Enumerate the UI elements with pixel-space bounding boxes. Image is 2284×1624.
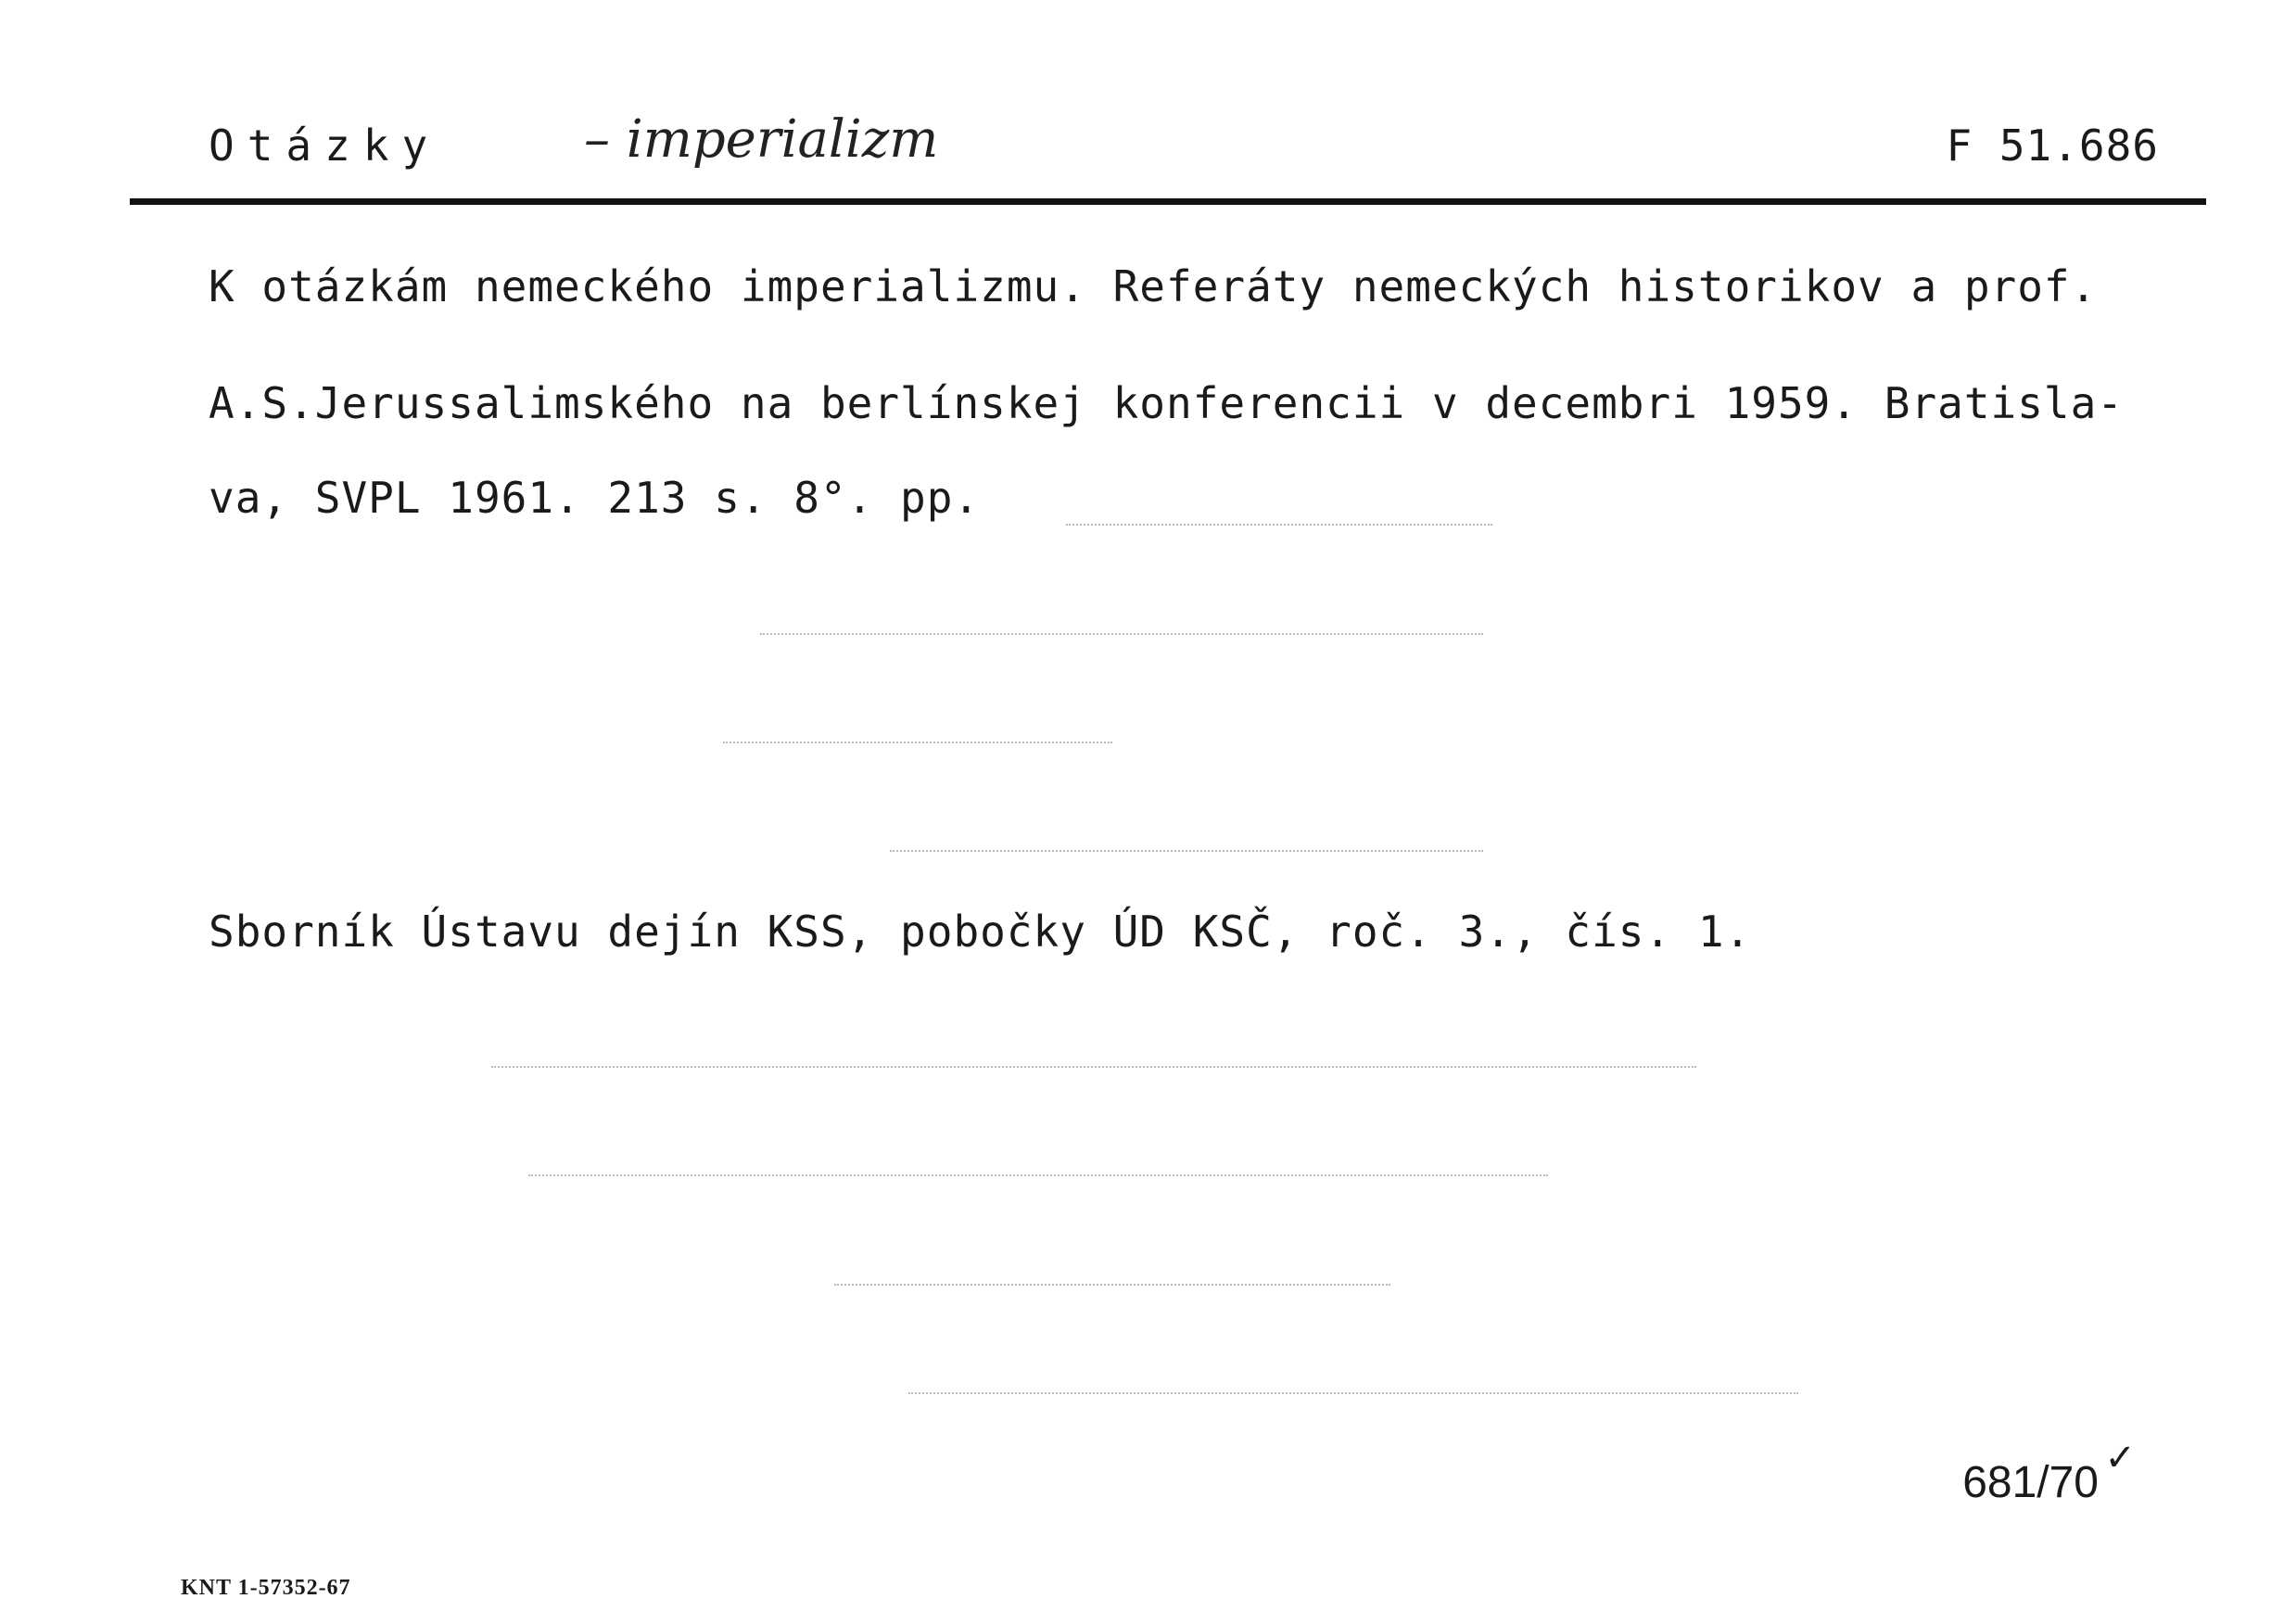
subject-heading: Otázky (209, 121, 441, 171)
faint-ruling (723, 742, 1112, 743)
faint-ruling (491, 1066, 1696, 1068)
check-mark-icon: ✓ (2104, 1437, 2136, 1479)
faint-ruling (834, 1284, 1390, 1286)
call-number: F 51.686 (1946, 121, 2159, 171)
source-citation: Sborník Ústavu dejín KSS, pobočky ÚD KSČ, roč. 3., čís. 1. (209, 907, 1752, 957)
citation-line-1: K otázkám nemeckého imperializmu. Referáty nemeckých historikov a prof. (209, 261, 2098, 311)
faint-ruling (908, 1392, 1798, 1394)
faint-ruling (528, 1174, 1548, 1176)
handwritten-subject: – imperializm (584, 109, 939, 170)
citation-line-3: va, SVPL 1961. 213 s. 8°. pp. (209, 473, 981, 523)
accession-number: 681/70 (1962, 1458, 2099, 1507)
citation-line-2: A.S.Jerussalimského na berlínskej konferencii v decembri 1959. Bratisla- (209, 378, 2124, 428)
faint-ruling (1066, 524, 1492, 526)
print-code: KNT 1-57352-67 (181, 1576, 351, 1600)
heading-rule (130, 198, 2206, 205)
faint-ruling (760, 633, 1483, 635)
faint-ruling (890, 850, 1483, 852)
